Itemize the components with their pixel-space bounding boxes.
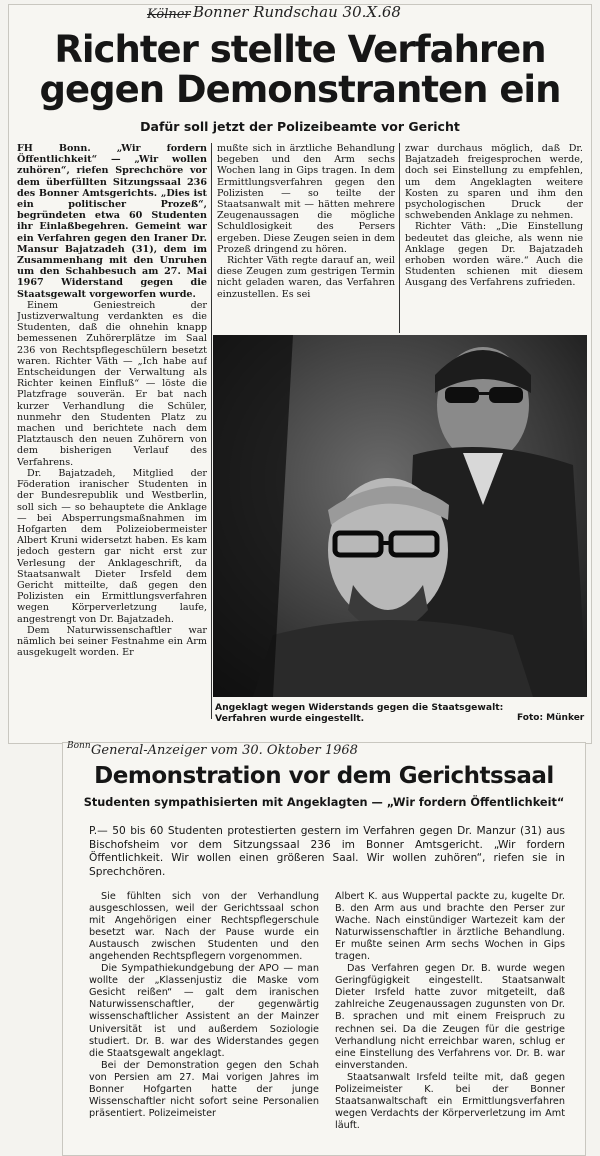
paragraph: Dr. Bajatzadeh, Mitglied der Föderation iranischer Studenten in der Bundesrepublik und Westberlin, soll sich — so behauptete die Anklage — bei Absperrungsmaßnahmen im Hofgarten dem Polizeiobermeister Albert Kruni widersetzt haben. Es kam jedoch gestern gar nicht erst zur Verlesung der Anklageschrift, da Staatsanwalt Dieter Irsfeld dem Gericht mitteilte, daß gegen den Polizisten ein Ermittlungsverfahren wegen Körperverletzung laufe, angestrengt von Dr. Bajatzadeh. (17, 467, 207, 625)
paragraph: mußte sich in ärztliche Behandlung begeben und den Arm sechs Wochen lang in Gips tragen. In dem Ermittlungsverfahren gegen den Polizisten — so teilte der Staatsanwalt mit — hätten mehrere Zeugenaussagen die mögliche Schuldlosigkeit des Persers ergeben. Diese Zeugen seien in dem Prozeß dringend zu hören. (217, 143, 395, 255)
defendant-photo (213, 335, 587, 697)
subheadline: Dafür soll jetzt der Polizeibeamte vor Gericht (140, 119, 460, 134)
headline-line-2: gegen Demonstranten ein (39, 68, 561, 111)
article-column-1 (17, 143, 207, 721)
handwritten-source-note: Bonner Rundschau 30.X.68 (193, 3, 401, 21)
handwritten-small-note: Bonn (67, 741, 91, 751)
paragraph: Sie fühlten sich von der Verhandlung ausgeschlossen, weil der Gerichtssaal schon mit Angehörigen einer Rechtspflegerschule besetzt war. Nach der Pause wurde ein Austausch zwischen Studenten und den angehenden Rechtspflegern vorgenommen. (89, 891, 319, 963)
paragraph: zwar durchaus möglich, daß Dr. Bajatzadeh freigesprochen werde, doch sei Einstellung zu empfehlen, um dem Angeklagten weitere Kosten zu sparen und ihm den psychologischen Druck der schwebenden Anklage zu nehmen. (405, 143, 583, 222)
paragraph: Einem Geniestreich der Justizverwaltung verdankten es die Studenten, daß die ohnehin knapp bemessenen Zuhörerplätze im Saal 236 von Rechtspflegeschülern besetzt waren. Richter Väth — „Ich habe auf Entscheidungen der Verwaltung als Richter keinen Einfluß“ — löste die Platzfrage souverän. Er bat nach kurzer Verhandlung die Schüler, nunmehr den Studenten Platz zu machen und berichtete nach dem Platztausch den neuen Zuhörern von dem bisherigen Verlauf des Verfahrens. (17, 299, 207, 468)
subheadline: Studenten sympathisierten mit Angeklagten — „Wir fordern Öffentlichkeit“ (83, 796, 565, 809)
clipping-general-anzeiger (62, 742, 586, 1156)
headline-line-1: Richter stellte Verfahren (54, 28, 546, 71)
paragraph: Das Verfahren gegen Dr. B. wurde wegen Geringfügigkeit eingestellt. Staatsanwalt Dieter Irsfeld hatte zuvor mitgeteilt, daß zahlreiche Zeugenaussagen zugunsten von Dr. B. sprachen und mit einem Freispruch zu rechnen sei. Da die Zeugen für die gestrige Verhandlung nicht erreichbar waren, schlug er eine Einstellung des Verfahrens vor. Dr. B. war einverstanden. (335, 963, 565, 1071)
article-column-1 (89, 891, 319, 1147)
paragraph: Bei der Demonstration gegen den Schah von Persien am 27. Mai vorigen Jahres im Bonner Hofgarten hatte der junge Wissenschaftler nicht sofort seine Personalien präsentiert. Polizeimeister (89, 1059, 319, 1119)
paragraph: Die Sympathiekundgebung der APO — man wollte der „Klassenjustiz die Maske vom Gesicht reißen“ — galt dem iranischen Naturwissenschaftler, der gegenwärtig wissenschaftlicher Assistent an der Mainzer Universität ist und außerdem Soziologie studiert. Dr. B. war des Widerstandes gegen die Staatsgewalt angeklagt. (89, 963, 319, 1059)
lead-paragraph: FH Bonn. „Wir fordern Öffentlichkeit“ — „Wir wollen zuhören“, riefen Sprechchöre vor dem überfüllten Sitzungssaal 236 des Bonner Amtsgerichts. „Dies ist ein politischer Prozeß“, begründeten etwa 60 Studenten ihr Einlaßbegehren. Gemeint war ein Verfahren gegen den Iraner Dr. Mansur Bajatzadeh (31), dem im Zusammenhang mit den Unruhen um den Schahbesuch am 27. Mai 1967 Widerstand gegen die Staatsgewalt vorgeworfen wurde. (17, 143, 207, 300)
clipping-bonner-rundschau (8, 4, 592, 744)
paragraph: Richter Väth regte darauf an, weil diese Zeugen zum gestrigen Termin nicht geladen waren, das Verfahren einzustellen. Es sei (217, 255, 395, 300)
handwritten-strike-note: Kölner (147, 7, 191, 22)
headline: Demonstration vor dem Gerichtssaal (94, 763, 554, 789)
paragraph: Dem Naturwissenschaftler war nämlich bei seiner Festnahme ein Arm ausgekugelt worden. Er (17, 624, 207, 659)
intro-paragraph: P.— 50 bis 60 Studenten protestierten gestern im Verfahren gegen Dr. Manzur (31) aus Bischofsheim vor dem Sitzungssaal 236 im Bonner Amtsgericht. „Wir fordern Öffentlichkeit. Wir wollen einen größeren Saal. Wir wollen zuhören“, riefen sie in Sprechchören. (89, 825, 565, 878)
column-rule (211, 143, 212, 719)
paragraph: Albert K. aus Wuppertal packte zu, kugelte Dr. B. den Arm aus und brachte den Perser zur Wache. Nach einstündiger Wartezeit kam der Naturwissenschaftler in ärztliche Behandlung. Er mußte seinen Arm sechs Wochen in Gips tragen. (335, 891, 565, 963)
paragraph: Staatsanwalt Irsfeld teilte mit, daß gegen Polizeimeister K. bei der Bonner Staatsanwaltschaft ein Ermittlungsverfahren wegen Verdachts der Körperverletzung im Amt läuft. (335, 1071, 565, 1131)
handwritten-source-note: General-Anzeiger vom 30. Oktober 1968 (91, 743, 358, 758)
article-column-2 (335, 891, 565, 1147)
photo-credit: Foto: Münker (517, 713, 585, 723)
column-rule (399, 143, 400, 333)
photo-caption: Angeklagt wegen Widerstands gegen die Staatsgewalt: Verfahren wurde eingestellt. (215, 702, 504, 724)
article-column-3 (405, 143, 583, 333)
article-column-2 (217, 143, 395, 333)
paragraph: Richter Väth: „Die Einstellung bedeutet das gleiche, als wenn nie Anklage gegen Dr. Bajatzadeh erhoben worden wäre.“ Auch die Studenten schienen mit diesem Ausgang des Verfahrens zufrieden. (405, 221, 583, 289)
